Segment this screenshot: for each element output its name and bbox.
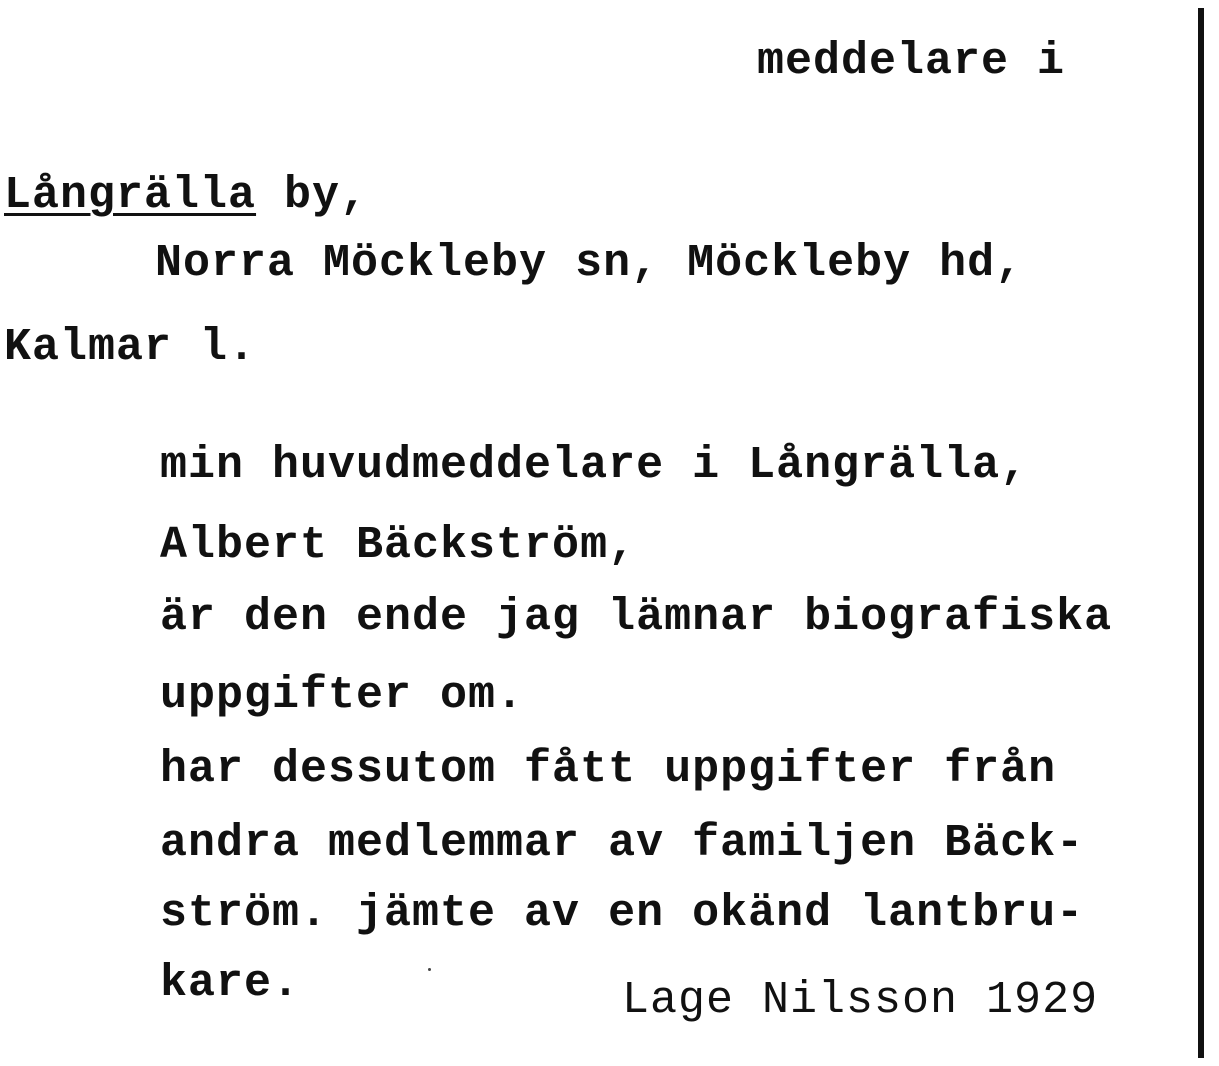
body-line: min huvudmeddelare i Långrälla, <box>160 440 1029 491</box>
body-line: uppgifter om. <box>160 670 525 721</box>
ink-speck <box>428 968 431 971</box>
body-line: ström. jämte av en okänd lantbru- <box>160 888 1085 939</box>
village-line <box>4 170 368 222</box>
body-line: kare. <box>160 958 301 1009</box>
signature: Lage Nilsson 1929 <box>622 975 1099 1026</box>
header-text: meddelare i <box>757 36 1066 87</box>
body-line: Albert Bäckström, <box>160 520 637 571</box>
margin-rule <box>1198 8 1204 1058</box>
village-suffix: by, <box>256 170 369 221</box>
body-line: har dessutom fått uppgifter från <box>160 744 1057 795</box>
village-name: Långrälla <box>4 170 257 221</box>
body-line: andra medlemmar av familjen Bäck- <box>160 818 1085 869</box>
parish-line: Norra Möckleby sn, Möckleby hd, <box>155 238 1024 289</box>
county-line: Kalmar l. <box>4 322 257 373</box>
body-line: är den ende jag lämnar biografiska <box>160 592 1113 643</box>
